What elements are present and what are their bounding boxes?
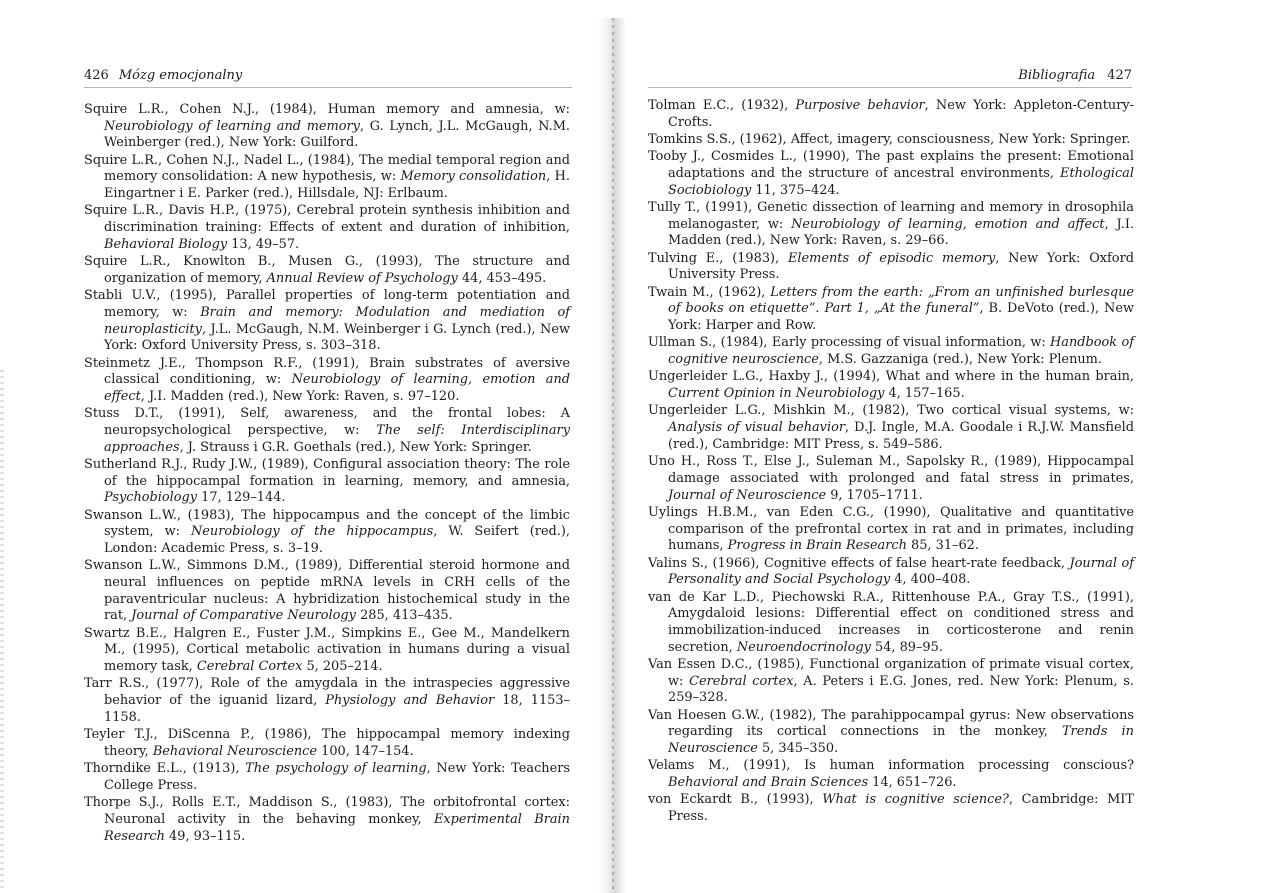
bibliography-entry	[84, 153, 570, 203]
entry-text: , M.S. Gazzaniga (red.), New York: Plenum.	[818, 352, 1102, 368]
entry-text: , New York: Oxford University Press.	[668, 250, 1134, 283]
entry-text: , J.L. McGaugh, N.M. Weinberger i G. Lynch (red.), New York: Oxford University Press, s. 303–318.	[104, 321, 570, 354]
bibliography-entry	[648, 369, 1134, 402]
entry-text: 44, 453–495.	[457, 270, 547, 286]
entry-text: Tarr R.S., (1977), Role of the amygdala in the intraspecies aggressive behavior of the iguanid lizard,	[84, 676, 570, 709]
bibliography-entry	[84, 626, 570, 676]
entry-text: , J.I. Madden (red.), New York: Raven, s. 29–66.	[668, 216, 1135, 249]
left-page-number: 426	[84, 68, 109, 83]
bibliography-entry	[84, 508, 570, 558]
right-page	[636, 0, 1266, 893]
entry-source-title: Neuroendocrinology	[736, 639, 871, 655]
entry-text: Ungerleider L.G., Mishkin M., (1982), Two cortical visual systems, w:	[648, 403, 1134, 419]
page-edge	[0, 370, 4, 890]
bibliography-entry	[648, 132, 1134, 149]
entry-text: Steinmetz J.E., Thompson R.F., (1991), Brain substrates of aversive classical conditioning, w:	[84, 355, 570, 388]
entry-source-title: Journal of Comparative Neurology	[131, 608, 356, 624]
entry-text: 18, 1153–1158.	[104, 693, 571, 725]
entry-source-title: Current Opinion in Neurobiology	[668, 386, 885, 402]
entry-text: 49, 93–115.	[164, 828, 246, 844]
entry-text: 5, 345–350.	[757, 741, 839, 757]
entry-text: 85, 31–62.	[906, 538, 979, 554]
entry-text: , New York: Appleton-Century-Crofts.	[668, 98, 1135, 130]
entry-source-title: The psychology of learning	[245, 761, 427, 777]
bibliography-entry	[84, 761, 570, 794]
entry-text: Swanson L.W., Simmons D.M., (1989), Differential steroid hormone and neural influences on peptide mRNA levels in CRH cells of the paraventricular nucleus: A hybridization histochemical study in the rat,	[84, 558, 570, 624]
entry-text: Squire L.R., Knowlton B., Musen G., (1993), The structure and organization of memory,	[84, 254, 570, 286]
bibliography-entry	[648, 454, 1134, 504]
entry-source-title: Trends in Neuroscience	[668, 724, 1134, 757]
entry-text: 4, 400–408.	[890, 572, 971, 588]
bibliography-entry	[648, 251, 1134, 284]
entry-text: Stuss D.T., (1991), Self, awareness, and the frontal lobes: A neuropsychological perspective, w:	[84, 406, 570, 438]
entry-text: , W. Seifert (red.), London: Academic Press, s. 3–19.	[104, 524, 571, 557]
bibliography-entry	[84, 356, 570, 406]
bibliography-entry	[648, 149, 1134, 199]
entry-source-title: Annual Review of Psychology	[266, 270, 458, 286]
bibliography-entry	[84, 795, 570, 845]
right-running-title: Bibliografia	[1018, 68, 1096, 83]
entry-text: 11, 375–424.	[751, 182, 840, 198]
entry-text: Uylings H.B.M., van Eden C.G., (1990), Qualitative and quantitative comparison of the prefrontal cortex in rat and in primates, including humans,	[648, 504, 1134, 554]
entry-text: Squire L.R., Cohen N.J., Nadel L., (1984), The medial temporal region and memory consolidation: A new hypothesis, w:	[84, 152, 570, 185]
entry-text: Ungerleider L.G., Haxby J., (1994), What and where in the human brain,	[648, 369, 1134, 385]
entry-source-title: Handbook of cognitive neuroscience	[668, 335, 1134, 368]
entry-source-title: Brain and memory: Modulation and mediation of neuroplasticity	[104, 304, 570, 337]
entry-source-title: Behavioral Biology	[104, 236, 228, 252]
bibliography-entry	[648, 792, 1134, 825]
bibliography-entry	[84, 254, 570, 287]
bibliography-entry	[648, 708, 1134, 758]
entry-text: Swartz B.E., Halgren E., Fuster J.M., Simpkins E., Gee M., Mandelkern M., (1995), Cortical metabolic activation in humans during a visual memory task,	[84, 625, 570, 675]
entry-text: Tolman E.C., (1932),	[648, 98, 796, 113]
entry-text: , G. Lynch, J.L. McGaugh, N.M. Weinberger (red.), New York: Guilford.	[104, 118, 570, 151]
entry-text: Stabli U.V., (1995), Parallel properties of long-term potentiation and memory, w:	[84, 288, 570, 320]
entry-source-title: Ethological Sociobiology	[668, 166, 1134, 198]
left-page	[0, 0, 630, 893]
bibliography-entry	[648, 556, 1134, 589]
entry-source-title: Elements of episodic memory	[787, 250, 996, 266]
entry-source-title: Purposive behavior	[795, 98, 925, 113]
entry-text: 17, 129–144.	[197, 490, 286, 506]
left-running-head	[84, 68, 572, 88]
bibliography-entry	[84, 457, 570, 507]
entry-text: Tully T., (1991), Genetic dissection of learning and memory in drosophila melanogaster, w:	[648, 200, 1134, 232]
entry-text: 100, 147–154.	[317, 743, 414, 759]
entry-text: Thorpe S.J., Rolls E.T., Maddison S., (1983), The orbitofrontal cortex: Neuronal activity in the behaving monkey,	[84, 795, 570, 827]
entry-source-title: Behavioral Neuroscience	[152, 743, 318, 759]
entry-source-title: Journal of Neuroscience	[668, 487, 827, 503]
entry-text: Tulving E., (1983),	[648, 250, 788, 266]
entry-text: Squire L.R., Cohen N.J., (1984), Human memory and amnesia, w:	[84, 102, 570, 117]
bibliography-entry	[648, 758, 1134, 791]
entry-text: Van Hoesen G.W., (1982), The parahippocampal gyrus: New observations regarding its cortical connections in the monkey,	[648, 707, 1134, 740]
entry-source-title: Neurobiology of learning, emotion and effect	[104, 372, 570, 404]
entry-text: Teyler T.J., DiScenna P., (1986), The hippocampal memory indexing theory,	[84, 727, 570, 759]
right-running-head	[648, 68, 1132, 88]
entry-text: Swanson L.W., (1983), The hippocampus and the concept of the limbic system, w:	[84, 507, 570, 540]
entry-text: 54, 89–95.	[870, 639, 943, 655]
entry-text: 13, 49–57.	[227, 236, 300, 252]
entry-source-title: Cerebral Cortex	[196, 659, 303, 675]
bibliography-entry	[84, 203, 570, 253]
right-page-number: 427	[1107, 68, 1132, 83]
entry-text: , J.I. Madden (red.), New York: Raven, s. 97–120.	[140, 388, 460, 404]
book-gutter	[598, 18, 626, 893]
entry-text: Ullman S., (1984), Early processing of visual information, w:	[648, 335, 1051, 351]
entry-source-title: Psychobiology	[104, 490, 198, 506]
entry-source-title: What is cognitive science?	[822, 792, 1009, 808]
entry-text: Sutherland R.J., Rudy J.W., (1989), Configural association theory: The role of the hippocampal formation in learning, memory, and amnesia,	[84, 456, 570, 489]
bibliography-entry	[648, 200, 1134, 250]
entry-text: , A. Peters i E.G. Jones, red. New York: Plenum, s. 259–328.	[668, 673, 1134, 706]
entry-text: , Cambridge: MIT Press.	[668, 792, 1134, 825]
bibliography-entry	[648, 505, 1134, 555]
bibliography-entry	[84, 288, 570, 355]
entry-source-title: Neurobiology of learning, emotion and affect	[791, 216, 1105, 232]
entry-text: Tomkins S.S., (1962), Affect, imagery, consciousness, New York: Springer.	[648, 132, 1131, 147]
entry-text: , New York: Teachers College Press.	[104, 761, 570, 793]
bibliography-entry	[84, 406, 570, 456]
entry-source-title: Experimental Brain Research	[104, 811, 570, 844]
bibliography-entry	[648, 403, 1134, 453]
entry-text: 9, 1705–1711.	[826, 487, 923, 503]
entry-text: , J. Strauss i G.R. Goethals (red.), New York: Springer.	[179, 439, 532, 455]
entry-source-title: Analysis of visual behavior	[668, 420, 846, 436]
entry-text: Uno H., Ross T., Else J., Suleman M., Sapolsky R., (1989), Hippocampal damage associated with prolonged and fatal stress in primates,	[648, 454, 1134, 486]
entry-source-title: Physiology and Behavior	[325, 693, 495, 709]
entry-text: , D.J. Ingle, M.A. Goodale i R.J.W. Mansfield (red.), Cambridge: MIT Press, s. 549–586.	[668, 420, 1134, 452]
bibliography-entry	[648, 335, 1134, 368]
bibliography-entry	[648, 285, 1134, 335]
entry-source-title: Memory consolidation	[400, 169, 547, 185]
entry-source-title: Journal of Personality and Social Psychology	[668, 555, 1134, 588]
entry-text: von Eckardt B., (1993),	[648, 792, 823, 808]
bibliography-entry	[648, 98, 1134, 131]
bibliography-entry	[84, 676, 570, 726]
bibliography-entry	[84, 102, 570, 152]
right-bibliography-list	[648, 98, 1134, 826]
entry-source-title: Letters from the earth: „From an unfinished burlesque of books on etiquette”. Part 1, „At the funeral”	[668, 284, 1134, 317]
entry-source-title: Neurobiology of the hippocampus	[190, 524, 434, 540]
entry-text: Velams M., (1991), Is human information processing conscious?	[648, 758, 1134, 774]
bibliography-entry	[84, 558, 570, 625]
bibliography-entry	[84, 727, 570, 760]
entry-text: Van Essen D.C., (1985), Functional organization of primate visual cortex, w:	[648, 656, 1134, 689]
entry-source-title: Cerebral cortex	[689, 673, 794, 689]
entry-source-title: Progress in Brain Research	[727, 538, 907, 554]
entry-text: Squire L.R., Davis H.P., (1975), Cerebral protein synthesis inhibition and discrimination training: Effects of extent and duration of inhibition,	[84, 203, 570, 236]
entry-text: 4, 157–165.	[884, 386, 965, 402]
entry-text: , B. DeVoto (red.), New York: Harper and Row.	[668, 301, 1134, 334]
left-bibliography-list	[84, 102, 570, 846]
entry-source-title: Behavioral and Brain Sciences	[668, 775, 869, 791]
left-running-title: Mózg emocjonalny	[118, 68, 243, 83]
entry-source-title: The self: Interdisciplinary approaches	[104, 422, 570, 455]
entry-text: , H. Eingartner i E. Parker (red.), Hillsdale, NJ: Erlbaum.	[104, 169, 570, 202]
bibliography-entry	[648, 657, 1134, 707]
entry-text: Thorndike E.L., (1913),	[84, 761, 246, 777]
entry-source-title: Neurobiology of learning and memory	[104, 118, 360, 134]
entry-text: 285, 413–435.	[355, 608, 453, 624]
entry-text: Twain M., (1962),	[648, 284, 771, 300]
bibliography-entry	[648, 590, 1134, 657]
entry-text: Tooby J., Cosmides L., (1990), The past explains the present: Emotional adaptations and the structure of ancestral environments,	[648, 149, 1134, 181]
entry-text: 14, 651–726.	[868, 775, 957, 791]
entry-text: Valins S., (1966), Cognitive effects of false heart-rate feedback,	[648, 555, 1070, 571]
entry-text: van de Kar L.D., Piechowski R.A., Rittenhouse P.A., Gray T.S., (1991), Amygdaloid lesions: Differential effect on conditioned stress and immobilization-induced increases in corticosterone and renin secretion,	[648, 589, 1134, 655]
entry-text: 5, 205–214.	[302, 659, 383, 675]
